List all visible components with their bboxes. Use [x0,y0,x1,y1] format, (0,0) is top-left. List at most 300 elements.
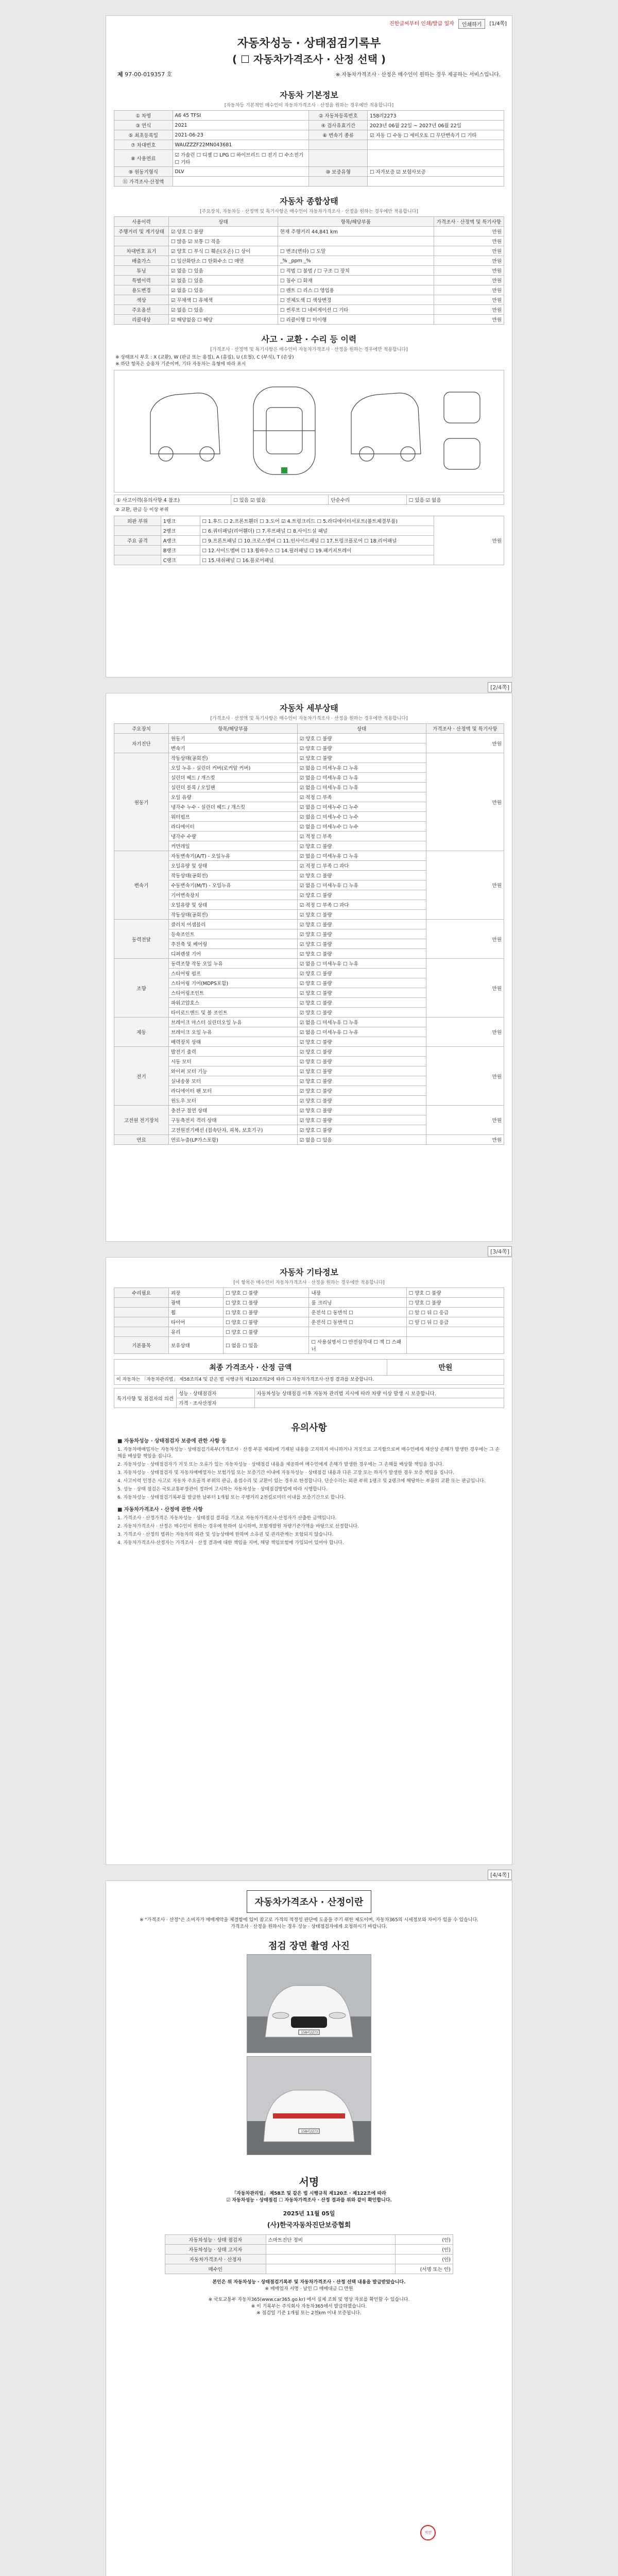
detail-price: 만원 [426,1047,504,1106]
detail-item: 변속기 [168,743,297,753]
other-cell: ☐ 양호 ☐ 불량 [406,1288,504,1298]
sign-seal: (인) [396,2245,453,2255]
detail-item: 발전기 출력 [168,1047,297,1057]
sign-value [266,2264,396,2274]
other-cell: ☐ 양호 ☐ 불량 [223,1317,309,1327]
detail-item: 원동기 [168,734,297,743]
other-cell: ☐ 양호 ☐ 불량 [223,1327,309,1337]
detail-state: ☑ 양호 ☐ 불량 [297,1096,426,1106]
swap-grade: 2랭크 [161,526,200,536]
summary-row [114,246,504,256]
detail-item: 작동상태(공회전) [168,753,297,763]
detail-item: 클러치 어셈블리 [168,920,297,929]
other-cell: 운전석 ☐ 동반석 ☐ [309,1308,406,1317]
detail-state: ☑ 양호 ☐ 불량 [297,1047,426,1057]
detail-group: 동력전달 [114,920,169,959]
summary-key: 리콜대상 [114,315,169,325]
summary-price: 만원 [434,276,504,285]
other-cell [114,1317,169,1327]
detail-note: [가격조사 · 산정액 및 특기사항은 매수인이 자동차가격조사 · 산정을 원하는 경우에만 적용합니다] [210,716,408,721]
other-cell: 기본품목 [114,1337,169,1354]
detail-item: 브레이크 오일 누유 [168,1027,297,1037]
accident-legend-2: ※ 하단 항목은 승용차 기준이며, 기타 자동차는 유형에 따라 표시 [115,362,246,367]
basic-info-note: [자동차등 기본적인 매수인이 자동차가격조사 · 산정을 원하는 경우에만 적용합니다] [224,103,394,108]
detail-state: ☑ 없음 ☐ 미세누수 ☐ 누수 [297,802,426,812]
sign-row [165,2264,453,2274]
other-cell: 광택 [168,1298,223,1308]
sign-value: 스마트진단 정비 [266,2235,396,2245]
summary-row [114,266,504,276]
swap-rank: 외판 부위 [114,516,161,526]
detail-state: ☑ 양호 ☐ 불량 [297,1106,426,1115]
detail-item: 냉각수 수량 [168,832,297,841]
detail-state: ☑ 없음 ☐ 미세누유 ☐ 누유 [297,959,426,969]
summary-state: ☐ 일산화탄소 ☐ 탄화수소 ☐ 매연 [168,256,278,266]
summary-item [278,236,434,246]
detail-header: 항목/해당부품 [168,724,297,734]
detail-state: ☑ 양호 ☐ 불량 [297,920,426,929]
detail-item: 실린더 헤드 / 개스킷 [168,773,297,783]
basic-info-title: 자동차 기본정보 [280,90,338,100]
page-1 [106,15,512,677]
caution-head-2: ■ 자동차가격조사 · 산정에 관한 사항 [117,1507,203,1513]
other-cell: 내장 [309,1288,406,1298]
doc-no-label: 제 [117,71,123,78]
summary-key: 주요옵션 [114,305,169,315]
other-cell: 타이어 [168,1317,223,1327]
other-cell: 운전석 ☐ 동반석 ☐ [309,1317,406,1327]
summary-item: ☐ 리콜이행 ☐ 미이행 [278,315,434,325]
swap-items: ☐ 12.사이드멤버 ☐ 13.휠하우스 ☐ 14.필러패널 ☐ 19.패키지트레이 [200,546,434,555]
detail-state: ☑ 적정 ☐ 부족 [297,832,426,841]
detail-state: ☑ 양호 ☐ 불량 [297,910,426,920]
swap-grade: C랭크 [161,555,200,565]
doc-notice: ※ 자동차가격조사 · 산정은 매수인이 원하는 경우 제공하는 서비스입니다. [335,72,501,78]
summary-price: 만원 [434,236,504,246]
summary-state: ☑ 양호 ☐ 부식 ☐ 훼손(오손) ☐ 상이 [168,246,278,256]
basic-value [368,140,504,150]
basic-label: ⑩ 보증유형 [309,167,368,177]
special-appraiser-label: 가격 · 조사산정자 [177,1398,254,1408]
detail-item: 스티어링 기어(MDPS포함) [168,978,297,988]
final-price-table [114,1359,504,1385]
swap-items: ☐ 6.쿼터패널(리어휀더) ☐ 7.루프패널 ☐ 8.사이드실 패널 [200,526,434,536]
caution-line: 6. 자동차성능 · 상태점검기록부를 발급한 날부터 1개월 또는 주행거리 2천킬로미터 이내를 보증기간으로 합니다. [117,1495,346,1500]
summary-item: ☐ 렌트 ☐ 리스 ☐ 영업용 [278,285,434,295]
summary-item: ☐ 적법 ☐ 불법 / ☐ 구조 ☐ 장치 [278,266,434,276]
basic-value: 2021 [173,121,309,130]
basic-label: ④ 검사유효기간 [309,121,368,130]
page-2 [106,684,512,1242]
doc-no-value: 97-00-019357 [125,71,165,78]
detail-state: ☑ 양호 ☐ 불량 [297,841,426,851]
summary-key [114,236,169,246]
detail-state: ☑ 양호 ☐ 불량 [297,1076,426,1086]
sign-foot-1: 본인은 위 자동차성능 · 상태점검기록부 및 자동차가격조사 · 산정 선택 내용을 발급받았습니다. [212,2280,406,2285]
detail-item: 작동상태(공회전) [168,871,297,880]
swap-rank [114,526,161,536]
accident-note: [가격조사 · 산정액 및 특기사항은 매수인이 자동차가격조사 · 산정을 원하는 경우에만 적용합니다] [210,347,408,352]
summary-row [114,285,504,295]
detail-state: ☑ 없음 ☐ 미세누유 ☐ 누유 [297,1018,426,1027]
summary-price: 만원 [434,227,504,236]
caution-line: 5. 성능 · 상태 점검은 국토교통부장관이 정하여 고시하는 자동차성능 · 상태점검방법에 따라 시행합니다. [117,1487,328,1492]
swap-grade: A랭크 [161,536,200,546]
other-cell: ☐ 없음 ☐ 있음 [223,1337,309,1354]
detail-item: 라디에이터 팬 모터 [168,1086,297,1096]
caution-line: 2. 자동차성능 · 상태점검자가 거짓 또는 오류가 있는 자동차성능 · 상태점검 내용을 제공하여 매수인에게 손해가 발생한 경우에는 그 손해를 배상할 책임을 집니다. [117,1462,444,1467]
title-line-2: ( ☐ 자동차가격조사 · 산정 선택 ) [232,53,386,65]
other-cell [114,1298,169,1308]
detail-state: ☑ 없음 ☐ 미세누유 ☐ 누유 [297,783,426,792]
basic-label: ⑥ 변속기 종류 [309,130,368,140]
seal-stamp [420,2525,436,2540]
other-cell: 수리필요 [114,1288,169,1298]
summary-state: ☐ 많음 ☑ 보통 ☐ 적음 [168,236,278,246]
sign-line-2: ☑ 자동차성능 · 상태점검 ☐ 자동차가격조사 · 산정 결과를 위와 같이 확인합니다. [226,2198,392,2203]
summary-row [114,305,504,315]
detail-state: ☑ 없음 ☐ 미세누유 ☐ 누유 [297,1027,426,1037]
final-price-note: 이 자동차는 「자동차관리법」 제58조의4 및 같은 법 시행규칙 제120조의2에 따라 ☐ 자동차가격조사·산정 결과를 보증합니다. [114,1376,504,1385]
swap-items: ☐ 1.후드 ☐ 2.프론트휀더 ☐ 3.도어 ☑ 4.트렁크리드 ☐ 5.라디에이터서포트(볼트체결부품) [200,516,434,526]
summary-state: ☑ 양호 ☐ 불량 [168,227,278,236]
car-outline-diagram [135,377,495,485]
detail-group: 고전원 전기장치 [114,1106,169,1135]
caution-line: 1. 가격조사 · 산정가격은 자동차성능 · 상태점검 결과를 기초로 자동차가격조사·산정자가 산출한 금액입니다. [117,1516,337,1521]
basic-label: ① 차명 [114,111,173,121]
basic-info-table [114,110,504,187]
caution-section-2 [117,1506,501,1547]
summary-price: 만원 [434,305,504,315]
simple-repair-label: 단순수리 [329,495,406,505]
detail-state: ☑ 양호 ☐ 불량 [297,988,426,998]
print-date-link[interactable]: 진한글씨부터 인쇄/발급 일자 [389,21,454,27]
detail-state: ☑ 양호 ☐ 불량 [297,969,426,978]
detail-row [114,920,504,929]
detail-item: 라디에이터 [168,822,297,832]
detail-item: 동력조향 작동 오일 누유 [168,959,297,969]
detail-item: 배력장치 상태 [168,1037,297,1047]
car-diagram-area [114,370,504,493]
basic-value: A6 45 TFSI [173,111,309,121]
sign-table [165,2234,453,2274]
other-cell [114,1327,169,1337]
detail-item: 등속조인트 [168,929,297,939]
summary-row [114,315,504,325]
other-cell: ☐ 양호 ☐ 불량 [223,1298,309,1308]
detail-item: 윈도우 모터 [168,1096,297,1106]
accident-title: 사고 · 교환 · 수리 등 이력 [261,334,357,344]
basic-label [309,140,368,150]
detail-row [114,959,504,969]
swap-table [114,516,504,565]
swap-grade: B랭크 [161,546,200,555]
other-table [114,1287,504,1354]
detail-item: 오일유량 및 상태 [168,900,297,910]
other-cell: 룸 크리닝 [309,1298,406,1308]
accident-summary-table [114,495,504,505]
summary-title: 자동차 종합상태 [280,196,338,206]
detail-row [114,753,504,763]
basic-row [114,167,504,177]
detail-item: 오일 유량 [168,792,297,802]
sign-foot-3: ※ 국토교통부 자동차365(www.car365.go.kr) 에서 실제 조회 및 영상 자료를 확인할 수 있습니다. [208,2297,410,2302]
detail-group: 원동기 [114,753,169,851]
basic-label: ⑦ 차대번호 [114,140,173,150]
print-button[interactable]: 인쇄하기 [458,19,486,29]
detail-title: 자동차 세부상태 [280,703,338,713]
caution-section-1 [117,1438,501,1501]
detail-state: ☑ 없음 ☐ 미세누유 ☐ 누유 [297,773,426,783]
detail-state: ☑ 양호 ☐ 불량 [297,949,426,959]
summary-note: [주요장치, 자동차등 · 산정액 및 특기사항은 매수인이 자동차가격조사 · 산정을 원하는 경우에만 적용합니다] [200,209,418,214]
caution-line: 2. 자동차가격조사 · 산정은 매수인이 원하는 경우에 한하여 실시하며, 보험개발원 차량기준가액을 바탕으로 산정합니다. [117,1524,359,1529]
basic-value: 158러2273 [368,111,504,121]
detail-item: 충전구 절연 상태 [168,1106,297,1115]
rear-plate: 158러2273 [301,2130,318,2133]
other-cell: ☐ 양호 ☐ 불량 [406,1298,504,1308]
swap-items: ☐ 15.대쉬패널 ☐ 16.플로어패널 [200,555,434,565]
special-notes-table [114,1388,504,1408]
detail-item: 고전원전기배선 (접속단자, 피복, 보호기구) [168,1125,297,1135]
detail-state: ☑ 적정 ☐ 부족 [297,792,426,802]
detail-item: 냉각수 누수 - 실린더 헤드 / 개스킷 [168,802,297,812]
swap-row [114,516,504,526]
other-cell: ☐ 앞 ☐ 뒤 ☐ 응급 [406,1308,504,1317]
other-cell [309,1327,406,1337]
detail-price: 만원 [426,959,504,1018]
basic-value: DLV [173,167,309,177]
photo-section-title: 점검 장면 촬영 사진 [268,1941,350,1952]
swap-items: ☐ 9.프론트패널 ☐ 10.크로스멤버 ☐ 11.인사이드패널 ☐ 17.트렁크플로어 ☐ 18.리어패널 [200,536,434,546]
other-cell: ☐ 양호 ☐ 불량 [223,1308,309,1317]
other-cell: ☐ 앞 ☐ 뒤 ☐ 응급 [406,1317,504,1327]
other-row [114,1308,504,1317]
other-cell: 외장 [168,1288,223,1298]
detail-item: 작동상태(공회전) [168,910,297,920]
summary-state: ☑ 없음 ☐ 있음 [168,305,278,315]
sign-seal: (서명 또는 인) [396,2264,453,2274]
detail-state: ☑ 양호 ☐ 불량 [297,998,426,1008]
summary-table [114,216,504,325]
detail-state: ☑ 양호 ☐ 불량 [297,929,426,939]
summary-state: ☑ 없음 ☐ 있음 [168,276,278,285]
summary-item: ☐ 썬루프 ☐ 네비게이션 ☐ 기타 [278,305,434,315]
other-note: [이 항목은 매수인이 자동차가격조사 · 산정을 원하는 경우에만 적용합니다] [233,1280,385,1285]
summary-key: 튜닝 [114,266,169,276]
final-price-unit: 만원 [387,1360,504,1376]
simple-repair-value: ☐ 있음 ☑ 없음 [406,495,504,505]
basic-value: 2021-06-23 [173,130,309,140]
sign-row [165,2235,453,2245]
final-price-label: 최종 가격조사 · 산정 금액 [114,1360,387,1376]
summary-key: 색상 [114,295,169,305]
detail-state: ☑ 없음 ☐ 미세누수 ☐ 누수 [297,812,426,822]
detail-state: ☑ 양호 ☐ 불량 [297,871,426,880]
detail-state: ☑ 없음 ☐ 미세누유 ☐ 누유 [297,851,426,861]
basic-row [114,140,504,150]
detail-row [114,1047,504,1057]
detail-state: ☑ 양호 ☐ 불량 [297,1125,426,1135]
basic-row [114,177,504,187]
summary-item: ☐ 변조(변타) ☐ 도말 [278,246,434,256]
summary-header: 상태 [168,217,278,227]
swap-label: ② 교환, 판금 등 이상 부위 [115,507,169,513]
summary-key: 용도변경 [114,285,169,295]
basic-row [114,150,504,167]
detail-state: ☑ 적정 ☐ 부족 ☐ 과다 [297,861,426,871]
detail-state: ☑ 양호 ☐ 불량 [297,939,426,949]
summary-item: ☐ 침수 ☐ 화재 [278,276,434,285]
summary-state: ☑ 해당없음 ☐ 해당 [168,315,278,325]
summary-price: 만원 [434,256,504,266]
other-cell [406,1337,504,1354]
detail-state: ☑ 없음 ☐ 미세누유 ☐ 누유 [297,880,426,890]
detail-group: 변속기 [114,851,169,920]
guide-title: 자동차가격조사 · 산정이란 [247,1890,371,1913]
basic-value [173,177,309,187]
sign-row [165,2245,453,2255]
top-toolbar [106,16,512,29]
page-4 [106,1872,512,2576]
detail-state: ☑ 양호 ☐ 불량 [297,1008,426,1018]
basic-row [114,111,504,121]
sign-foot-4: ※ 이 기록부는 주식회사 자동차365에서 발급하였습니다. [251,2304,367,2309]
detail-state: ☑ 없음 ☐ 있음 [297,1135,426,1145]
other-row [114,1317,504,1327]
detail-price: 만원 [426,851,504,920]
summary-state: ☑ 없음 ☐ 있음 [168,285,278,295]
caution-line: 4. 자동차가격조사·산정자는 가격조사 · 산정 결과에 대한 책임을 지며, 해당 책임보험에 가입되어 있어야 합니다. [117,1540,344,1546]
swap-price: 만원 [434,516,504,565]
detail-item: 브레이크 마스터 실린더오일 누유 [168,1018,297,1027]
caution-line: 3. 자동차성능 · 상태점검자 및 자동차매매업자는 보험가입 또는 보증기간 이내에 자동차성능 · 상태점검 내용과 다른 고장 또는 하자가 발생한 경우 보증 책임을 집니다. [117,1470,454,1476]
inspection-photo-front [247,1954,371,2053]
title-line-1: 자동차성능 · 상태점검기록부 [237,37,381,50]
basic-value: ☑ 자동 ☐ 수동 ☐ 세미오토 ☐ 무단변속기 ☐ 기타 [368,130,504,140]
sign-value [266,2245,396,2255]
document-title [106,36,512,67]
summary-row [114,256,504,266]
guide-text: ※ "가격조사 · 산정"은 소비자가 매매계약을 체결함에 있어 참고로 가격의 적정성 판단에 도움을 주기 위한 제도이며, 자동차365의 시세정보와 차이가 있을 수 있습니다. 가격조사 · 산정을 원하시는 경우 성능 · 상태점검자에게 요청하시기 바랍니다. [139,1918,479,1929]
other-row [114,1337,504,1354]
detail-group: 연료 [114,1135,169,1145]
other-row [114,1327,504,1337]
caution-line: 1. 자동차매매업자는 자동차성능 · 상태점검기록부(가격조사 · 산정 부분 제외)에 기재된 내용을 고지하지 아니하거나 거짓으로 고지함으로써 매수인에게 재산상 손해가 발생한 경우에는 그 손해를 배상할 책임을 집니다. [117,1447,500,1459]
sign-foot-2: ※ 매매업자 서명 · 날인 ☐ 매매대금 ☐ 만원 [265,2286,353,2292]
basic-value: ☑ 가솔린 ☐ 디젤 ☐ LPG ☐ 하이브리드 ☐ 전기 ☐ 수소전기 ☐ 기타 [173,150,309,167]
basic-label: ③ 연식 [114,121,173,130]
detail-group: 전기 [114,1047,169,1106]
detail-item: 디퍼렌셜 기어 [168,949,297,959]
detail-header: 상태 [297,724,426,734]
page-3 [106,1248,512,1865]
other-title: 자동차 기타정보 [280,1267,338,1277]
sign-organization: (사)한국자동차진단보증협회 [267,2222,351,2229]
sign-key: 매수인 [165,2264,266,2274]
basic-label: ⑨ 원동기형식 [114,167,173,177]
detail-price: 만원 [426,1135,504,1145]
caution-line: 3. 가격조사 · 산정의 범위는 자동차의 외관 및 성능상태에 한하며 소유권 및 권리관계는 포함되지 않습니다. [117,1532,334,1537]
summary-price: 만원 [434,266,504,276]
detail-item: 자동변속기(A/T) - 오일누유 [168,851,297,861]
detail-item: 워터펌프 [168,812,297,822]
basic-label [309,150,368,167]
sign-title: 서명 [299,2176,319,2188]
sign-seal: (인) [396,2255,453,2264]
other-cell: ☐ 사용설명서 ☐ 안전삼각대 ☐ 잭 ☐ 스패너 [309,1337,406,1354]
detail-state: ☑ 양호 ☐ 불량 [297,978,426,988]
sign-row [165,2255,453,2264]
summary-item: 현재 주행거리 44,841 km [278,227,434,236]
sign-line-1: 「자동차관리법」 제58조 및 같은 법 시행규칙 제120조 · 제122조에 따라 [232,2191,386,2196]
special-notes-label: 특기사항 및 점검자의 의견 [114,1388,177,1408]
detail-state: ☑ 양호 ☐ 불량 [297,1066,426,1076]
basic-label: ⑧ 사용연료 [114,150,173,167]
other-cell: 유리 [168,1327,223,1337]
detail-item: 오일 누유 - 실린더 커버(로커암 커버) [168,763,297,773]
basic-label: ⑤ 최초등록일 [114,130,173,140]
detail-item: 커먼레일 [168,841,297,851]
detail-state: ☑ 없음 ☐ 미세누수 ☐ 누수 [297,822,426,832]
detail-item: 스티어링조인트 [168,988,297,998]
detail-header: 주요장치 [114,724,169,734]
sign-value [266,2255,396,2264]
other-cell: 휠 [168,1308,223,1317]
sign-date: 2025년 11월 05일 [283,2210,335,2217]
summary-state: ☑ 없음 ☐ 있음 [168,266,278,276]
doc-no-suffix: 호 [166,71,173,78]
swap-grade: 1랭크 [161,516,200,526]
basic-label: ② 자동차등록번호 [309,111,368,121]
sign-key: 자동차성능 · 상태 고지자 [165,2245,266,2255]
detail-item: 구동축전지 격리 상태 [168,1115,297,1125]
detail-row [114,1135,504,1145]
detail-item: 수동변속기(M/T) - 오일누유 [168,880,297,890]
detail-item: 스티어링 펌프 [168,969,297,978]
basic-value [368,177,504,187]
car-rear-photo [247,2057,371,2155]
summary-price: 만원 [434,285,504,295]
swap-rank [114,555,161,565]
detail-item: 시동 모터 [168,1057,297,1066]
caution-title: 유의사항 [291,1422,327,1433]
basic-value [368,150,504,167]
caution-head-1: ■ 자동차성능 · 상태점검자 보증에 관한 사항 등 [117,1438,227,1444]
page-number-4: [4/4쪽] [488,1870,512,1880]
detail-row [114,734,504,743]
detail-price: 만원 [426,734,504,753]
summary-item: _% _ppm _% [278,256,434,266]
detail-item: 추진축 및 베어링 [168,939,297,949]
detail-price: 만원 [426,753,504,851]
page-number: [1/4쪽] [489,21,507,27]
basic-row [114,121,504,130]
sign-foot-5: ※ 점검일 기준 1개월 또는 2천km 이내 보증됩니다. [256,2311,362,2316]
summary-item: ☐ 전체도색 ☐ 색상변경 [278,295,434,305]
detail-state: ☑ 양호 ☐ 불량 [297,890,426,900]
detail-group: 자기진단 [114,734,169,753]
summary-header: 가격조사 · 산정액 및 특기사항 [434,217,504,227]
summary-key: 차대번호 표기 [114,246,169,256]
summary-price: 만원 [434,295,504,305]
summary-header: 항목/해당부품 [278,217,434,227]
sign-key: 자동차성능 · 상태 점검자 [165,2235,266,2245]
other-cell: ☐ 양호 ☐ 불량 [223,1288,309,1298]
summary-row [114,276,504,285]
summary-row [114,295,504,305]
detail-price: 만원 [426,920,504,959]
